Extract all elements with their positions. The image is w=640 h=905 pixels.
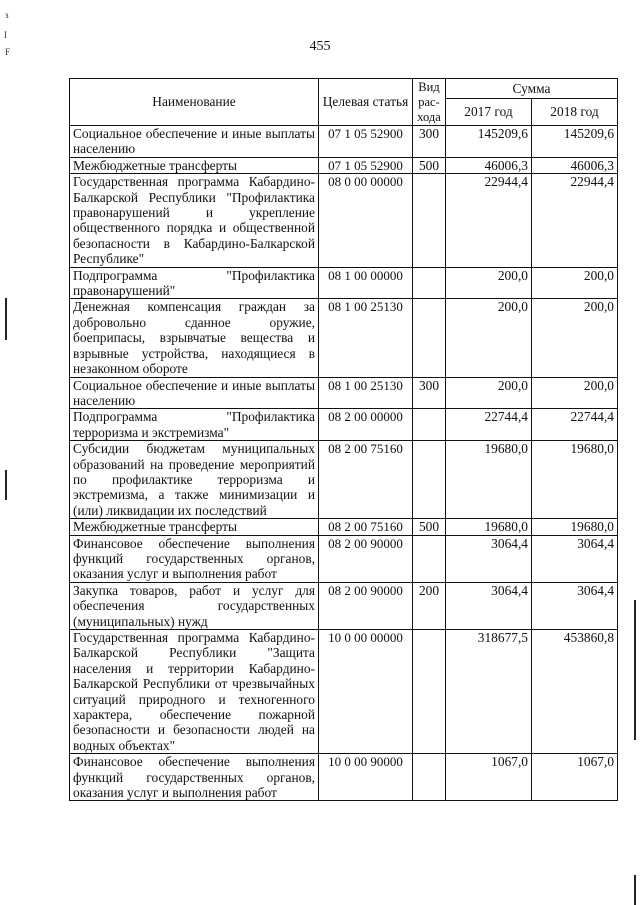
table-row	[70, 441, 618, 519]
row-name: Государственная программа Кабардино-Балкарской Республики "Защита населения и территории Кабардино-Балкарской Республики от чрезвычайных ситуаций природного и техногенного характера, обеспечение пожарной безопасности и безопасности людей на водных объектах"	[70, 630, 319, 754]
row-sum-2017: 200,0	[446, 377, 532, 409]
row-sum-2017: 46006,3	[446, 157, 532, 173]
row-target-code: 08 2 00 90000	[319, 582, 413, 629]
row-name: Финансовое обеспечение выполнения функций государственных органов, оказания услуг и выполнения работ	[70, 535, 319, 582]
table-row	[70, 582, 618, 629]
row-name: Подпрограмма "Профилактика терроризма и экстремизма"	[70, 409, 319, 441]
row-sum-2017: 3064,4	[446, 582, 532, 629]
row-sum-2017: 22744,4	[446, 409, 532, 441]
header-name: Наименование	[70, 79, 319, 126]
table-row	[70, 267, 618, 299]
margin-line-right-2	[634, 875, 636, 905]
row-sum-2017: 22944,4	[446, 174, 532, 267]
row-expense-type	[413, 754, 446, 801]
row-name: Субсидии бюджетам муниципальных образований на проведение мероприятий по профилактике терроризма и экстремизма, а также минимизации и (или) ликвидации их последствий	[70, 441, 319, 519]
row-sum-2018: 19680,0	[532, 519, 618, 535]
table-row	[70, 174, 618, 267]
row-name: Межбюджетные трансферты	[70, 157, 319, 173]
table-row	[70, 535, 618, 582]
row-sum-2018: 1067,0	[532, 754, 618, 801]
row-target-code: 08 0 00 00000	[319, 174, 413, 267]
row-target-code: 08 1 00 25130	[319, 377, 413, 409]
row-sum-2018: 200,0	[532, 299, 618, 377]
row-target-code: 07 1 05 52900	[319, 126, 413, 158]
row-expense-type	[413, 174, 446, 267]
row-sum-2017: 3064,4	[446, 535, 532, 582]
margin-mark-mid: I	[4, 30, 7, 40]
row-sum-2017: 1067,0	[446, 754, 532, 801]
row-name: Государственная программа Кабардино-Балкарской Республики "Профилактика правонарушений и укрепление общественного порядка и общественной безопасности в Кабардино-Балкарской Республике"	[70, 174, 319, 267]
row-expense-type	[413, 409, 446, 441]
row-name: Межбюджетные трансферты	[70, 519, 319, 535]
header-year-2018: 2018 год	[532, 99, 618, 126]
row-sum-2017: 200,0	[446, 267, 532, 299]
row-target-code: 10 0 00 90000	[319, 754, 413, 801]
row-name: Подпрограмма "Профилактика правонарушений"	[70, 267, 319, 299]
row-sum-2018: 3064,4	[532, 582, 618, 629]
page-number: 455	[309, 39, 331, 54]
row-sum-2017: 19680,0	[446, 519, 532, 535]
table-row	[70, 754, 618, 801]
table-row	[70, 519, 618, 535]
header-expense: Вид рас-хода	[413, 79, 446, 126]
row-sum-2018: 145209,6	[532, 126, 618, 158]
row-name: Денежная компенсация граждан за добровольно сданное оружие, боеприпасы, взрывчатые вещества и взрывные устройства, находящиеся в незаконном обороте	[70, 299, 319, 377]
row-target-code: 08 2 00 00000	[319, 409, 413, 441]
margin-line-right	[634, 600, 636, 740]
row-target-code: 08 2 00 90000	[319, 535, 413, 582]
row-expense-type	[413, 535, 446, 582]
row-expense-type: 300	[413, 377, 446, 409]
row-target-code: 10 0 00 00000	[319, 630, 413, 754]
row-sum-2017: 200,0	[446, 299, 532, 377]
table-row	[70, 630, 618, 754]
row-target-code: 08 2 00 75160	[319, 519, 413, 535]
row-sum-2017: 19680,0	[446, 441, 532, 519]
row-sum-2018: 22744,4	[532, 409, 618, 441]
row-target-code: 08 1 00 00000	[319, 267, 413, 299]
table-row	[70, 299, 618, 377]
row-sum-2018: 19680,0	[532, 441, 618, 519]
row-expense-type	[413, 441, 446, 519]
row-expense-type	[413, 267, 446, 299]
budget-table	[69, 78, 618, 801]
row-expense-type	[413, 299, 446, 377]
row-expense-type: 500	[413, 157, 446, 173]
row-sum-2018: 200,0	[532, 377, 618, 409]
margin-mark-top: з	[5, 10, 9, 20]
table-row	[70, 126, 618, 158]
header-code: Целевая статья	[319, 79, 413, 126]
row-expense-type: 200	[413, 582, 446, 629]
row-sum-2018: 22944,4	[532, 174, 618, 267]
row-name: Финансовое обеспечение выполнения функций государственных органов, оказания услуг и выполнения работ	[70, 754, 319, 801]
margin-line-left-2	[5, 470, 7, 500]
row-name: Социальное обеспечение и иные выплаты населению	[70, 126, 319, 158]
row-sum-2018: 46006,3	[532, 157, 618, 173]
margin-mark-low: F	[5, 47, 11, 57]
row-sum-2017: 145209,6	[446, 126, 532, 158]
row-name: Закупка товаров, работ и услуг для обеспечения государственных (муниципальных) нужд	[70, 582, 319, 629]
row-sum-2018: 453860,8	[532, 630, 618, 754]
row-sum-2018: 200,0	[532, 267, 618, 299]
table-row	[70, 157, 618, 173]
header-sum: Сумма	[446, 79, 618, 99]
row-target-code: 08 2 00 75160	[319, 441, 413, 519]
table-row	[70, 409, 618, 441]
row-sum-2017: 318677,5	[446, 630, 532, 754]
row-name: Социальное обеспечение и иные выплаты населению	[70, 377, 319, 409]
row-sum-2018: 3064,4	[532, 535, 618, 582]
table-row	[70, 377, 618, 409]
table-header	[70, 79, 618, 126]
row-target-code: 08 1 00 25130	[319, 299, 413, 377]
header-year-2017: 2017 год	[446, 99, 532, 126]
table-body	[70, 126, 618, 801]
row-expense-type	[413, 630, 446, 754]
row-target-code: 07 1 05 52900	[319, 157, 413, 173]
row-expense-type: 300	[413, 126, 446, 158]
row-expense-type: 500	[413, 519, 446, 535]
margin-line-left	[5, 298, 7, 340]
